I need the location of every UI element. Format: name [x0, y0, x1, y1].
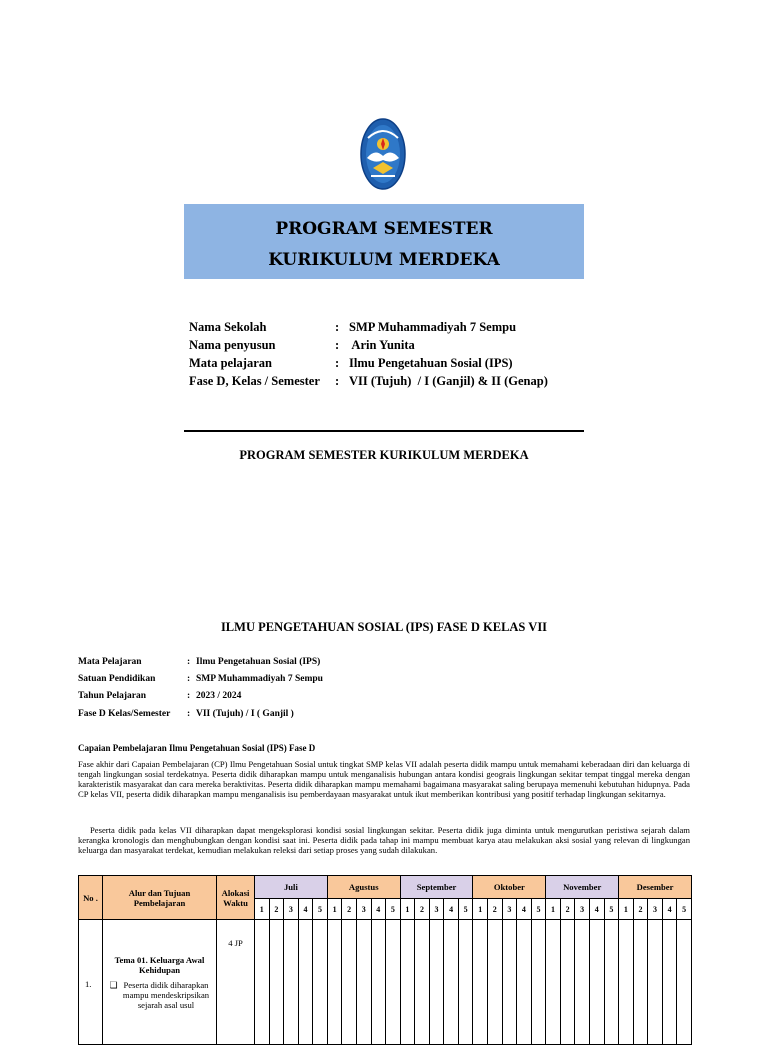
week-number: 3 — [575, 899, 590, 920]
learning-objective-cell — [103, 920, 217, 1045]
week-cell — [429, 920, 444, 1045]
meta-sep: : — [187, 657, 191, 667]
banner-title-line1: PROGRAM SEMESTER — [275, 219, 493, 239]
week-cell — [633, 920, 648, 1045]
identity-sep: : — [335, 374, 340, 388]
identity-row — [0, 320, 768, 336]
month-header: Agustus — [327, 876, 400, 899]
week-number: 4 — [662, 899, 677, 920]
bullet-text: Peserta didik diharapkan mampu mendeskripsikan sejarah asal usul — [122, 979, 210, 1010]
week-number: 2 — [560, 899, 575, 920]
week-cell — [400, 920, 415, 1045]
week-cell — [255, 920, 270, 1045]
meta-sep: : — [187, 674, 191, 684]
identity-row — [0, 356, 768, 372]
week-cell — [677, 920, 692, 1045]
header-no: No . — [79, 876, 103, 920]
week-number: 3 — [356, 899, 371, 920]
week-number: 2 — [269, 899, 284, 920]
week-number: 4 — [298, 899, 313, 920]
document-heading: PROGRAM SEMESTER KURIKULUM MERDEKA — [239, 448, 529, 462]
header-alur: Alur dan Tujuan Pembelajaran — [103, 876, 217, 920]
week-number: 5 — [531, 899, 546, 920]
paragraph-1: Fase akhir dari Capaian Pembelajaran (CP) Ilmu Pengetahuan Sosial untuk tingkat SMP kelas VII adalah peserta didik mampu untuk memahami keberadaan diri dan keluarga di tengah lingkungan sosial terdekatnya. Peserta didik diharapkan mampu untuk menganalisis hubungan antara kondisi geograis lingkungan sekitar tempat tinggal mereka dengan karakteristik masyarakat dan cara mereka beraktivitas. Peserta didik diharapkan mampu memahami bagaimana masyarakat saling berupaya memenuhi kebutuhan hidupnya. Pada CP kelas VII, peserta didik diharapkan mampu menganalisis isu pemberdayaan masyarakat untuk ikut memberikan kontribusi yang positif terhadap lingkungan sekitarnya. — [78, 759, 690, 799]
week-cell — [604, 920, 619, 1045]
meta-value: Ilmu Pengetahuan Sosial (IPS) — [196, 657, 321, 667]
week-number: 3 — [429, 899, 444, 920]
meta-sep: : — [187, 691, 191, 701]
week-number: 2 — [488, 899, 503, 920]
week-cell — [371, 920, 386, 1045]
week-cell — [269, 920, 284, 1045]
bullet-item — [107, 980, 212, 1010]
week-cell — [560, 920, 575, 1045]
week-number: 2 — [415, 899, 430, 920]
week-cell — [356, 920, 371, 1045]
meta-label: Fase D Kelas/Semester — [78, 709, 171, 719]
tut-wuri-handayani-logo — [331, 118, 435, 190]
month-header: September — [400, 876, 473, 899]
week-number: 4 — [517, 899, 532, 920]
week-number: 1 — [473, 899, 488, 920]
week-cell — [313, 920, 328, 1045]
section-title: Capaian Pembelajaran Ilmu Pengetahuan Sosial (IPS) Fase D — [78, 743, 316, 753]
week-cell — [444, 920, 459, 1045]
identity-label: Mata pelajaran — [189, 356, 272, 370]
week-number: 1 — [255, 899, 270, 920]
identity-sep: : — [335, 320, 340, 334]
theme-title: Tema 01. Keluarga Awal Kehidupan — [114, 954, 205, 975]
title-banner — [184, 204, 584, 279]
week-number: 1 — [619, 899, 634, 920]
week-number: 4 — [589, 899, 604, 920]
week-number: 5 — [313, 899, 328, 920]
month-header: Desember — [619, 876, 692, 899]
week-number: 3 — [502, 899, 517, 920]
week-number: 5 — [386, 899, 401, 920]
week-number: 2 — [633, 899, 648, 920]
meta-value: SMP Muhammadiyah 7 Sempu — [196, 674, 323, 684]
meta-label: Mata Pelajaran — [78, 657, 142, 667]
identity-value: Ilmu Pengetahuan Sosial (IPS) — [349, 356, 513, 370]
week-number: 5 — [458, 899, 473, 920]
identity-value: VII (Tujuh) / I (Ganjil) & II (Genap) — [349, 374, 548, 388]
week-cell — [473, 920, 488, 1045]
week-cell — [327, 920, 342, 1045]
identity-row — [0, 338, 768, 354]
identity-label: Nama Sekolah — [189, 320, 267, 334]
week-cell — [531, 920, 546, 1045]
week-number: 1 — [546, 899, 561, 920]
week-cell — [386, 920, 401, 1045]
checkbox-bullet-icon: ❏ — [109, 979, 118, 990]
week-cell — [342, 920, 357, 1045]
week-number: 4 — [444, 899, 459, 920]
meta-label: Tahun Pelajaran — [78, 691, 147, 701]
month-header: Oktober — [473, 876, 546, 899]
week-cell — [284, 920, 299, 1045]
week-cell — [546, 920, 561, 1045]
week-cell — [502, 920, 517, 1045]
identity-label: Fase D, Kelas / Semester — [189, 374, 320, 388]
meta-value: 2023 / 2024 — [196, 691, 242, 701]
week-number: 5 — [604, 899, 619, 920]
week-number: 1 — [400, 899, 415, 920]
meta-value: VII (Tujuh) / I ( Ganjil ) — [196, 709, 294, 719]
identity-sep: : — [335, 338, 340, 352]
week-cell — [619, 920, 634, 1045]
week-cell — [298, 920, 313, 1045]
week-cell — [488, 920, 503, 1045]
week-cell — [458, 920, 473, 1045]
paragraph-2: Peserta didik pada kelas VII diharapkan dapat mengeksplorasi kondisi sosial lingkungan sekitar. Peserta didik juga diminta untuk mengurutkan peristiwa sejarah dalam kerangka kronologis dan menghubungkan dengan kondisi saat ini. Peserta didik pada tahap ini mampu membuat karya atau melakukan aksi sosial yang relevan di lingkungan keluarga dan masyarakat terdekat, kemudian melakukan releksi dari setiap proses yang sudah dilakukan. — [78, 825, 690, 855]
identity-row — [0, 374, 768, 390]
week-number: 1 — [327, 899, 342, 920]
horizontal-divider — [184, 430, 584, 432]
week-number: 3 — [284, 899, 299, 920]
header-alokasi: Alokasi Waktu — [217, 876, 255, 920]
identity-value: Arin Yunita — [349, 338, 415, 352]
row-number: 1. — [79, 920, 103, 1045]
week-cell — [415, 920, 430, 1045]
identity-value: SMP Muhammadiyah 7 Sempu — [349, 320, 517, 334]
week-number: 2 — [342, 899, 357, 920]
subject-heading: ILMU PENGETAHUAN SOSIAL (IPS) FASE D KELAS VII — [220, 620, 548, 634]
identity-label: Nama penyusun — [189, 338, 276, 352]
week-number: 5 — [677, 899, 692, 920]
week-cell — [648, 920, 663, 1045]
week-cell — [517, 920, 532, 1045]
schedule-table — [78, 875, 692, 1045]
allocation-cell: 4 JP — [217, 920, 255, 1045]
week-cell — [589, 920, 604, 1045]
meta-sep: : — [187, 709, 191, 719]
meta-label: Satuan Pendidikan — [78, 674, 156, 684]
month-header: Juli — [255, 876, 328, 899]
identity-sep: : — [335, 356, 340, 370]
week-cell — [575, 920, 590, 1045]
week-number: 4 — [371, 899, 386, 920]
week-cell — [662, 920, 677, 1045]
banner-title-line2: KURIKULUM MERDEKA — [268, 250, 500, 270]
month-header: November — [546, 876, 619, 899]
week-number: 3 — [648, 899, 663, 920]
